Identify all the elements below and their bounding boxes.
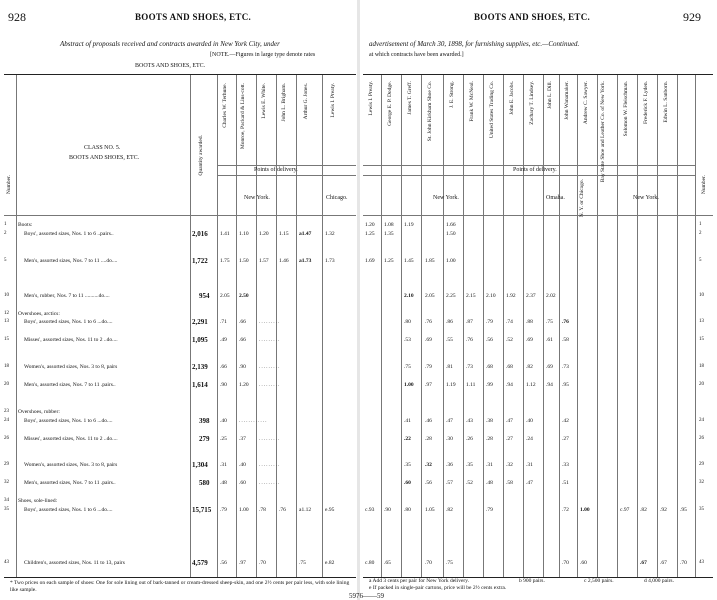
footnote-left: * Two prices on each sample of shoes: One for sole lining out of bark-tanned or cream-dressed sheep-skin, and one 2½ cents per pair less, with sole lining like sample.: [10, 580, 350, 593]
table-row: 1 Boots:: [4, 222, 33, 228]
table-row: 15 Misses', assorted sizes, Nos. 11 to 2 ..do.... 1,095 .49 .66 .........: [4, 336, 281, 344]
footnote-c: c 2,500 pairs.: [584, 578, 614, 584]
bidder-header: Solomon W. Fleischman.: [623, 81, 629, 137]
abstract-title-right: advertisement of March 30, 1898, for furnishing supplies, etc.—Continued.: [369, 40, 580, 48]
bidder-header: John L. Dill.: [547, 81, 553, 109]
bidder-header: Monroe, Packard & Lins-cott.: [240, 83, 246, 150]
table-row: .22 .28 .30 .26 .28 .27 .24 .27 26: [404, 436, 704, 442]
bidder-header: Frank W. McNeal.: [469, 81, 475, 122]
table-row: 13 Boys', assorted sizes, Nos. 1 to 6 ...do.... 2,291 .71 .66 .........: [4, 318, 281, 326]
bidder-header: Zachary T. Lindsey.: [529, 81, 535, 125]
bidder-header: Edwin L. Sanborn.: [663, 81, 669, 123]
bidder-header: Lewis E. White.: [261, 83, 267, 119]
table-row: 35 Boys', assorted sizes, Nos. 1 to 6 ...do.... 15,715 .79 1.00 .78 .76 a1.12 e.95: [4, 506, 335, 514]
page-number-right: 929: [683, 10, 701, 24]
table-row: 24 Boys', assorted sizes, Nos. 1 to 6 ...do.... 398 .40 ............: [4, 417, 268, 425]
table-row: .80 .76 .86 .87 .79 .74 .88 .75 .76 13: [404, 319, 704, 325]
left-page: [0, 0, 358, 600]
running-head-right: BOOTS AND SHOES, ETC.: [474, 12, 591, 22]
bidder-header: St. John Kirkham Shoe Co.: [427, 81, 433, 142]
points-of-delivery: Points of delivery.: [254, 167, 298, 173]
table-row: .75 .79 .81 .73 .68 .68 .82 .69 .73 18: [404, 364, 704, 370]
quantity-header: Quantity awarded.: [198, 135, 204, 176]
table-row: 1.25 1.35 1.50 2: [365, 231, 702, 237]
table-row: 29 Women's, assorted sizes, Nos. 3 to 8, pairs 1,304 .31 .40 .........: [4, 461, 281, 469]
table-row: 2 Boys', assorted sizes, Nos. 1 to 6 ..pairs.. 2,016 1.41 1.10 1.20 1.15 a1.47 1.32: [4, 230, 335, 238]
table-row: .35 .32 .36 .35 .31 .32 .31 .33 29: [404, 462, 704, 468]
note-left: [NOTE.—Figures in large type denote rates: [210, 52, 316, 58]
table-right: [363, 74, 713, 578]
signature-mark: 5976——59: [349, 592, 384, 600]
table-row: 5 Men's, assorted sizes, Nos. 7 to 11 ....do.... 1,722 1.75 1.50 1.57 1.46 a1.73 1.73: [4, 257, 335, 265]
number-header-right: Number.: [701, 175, 707, 195]
table-row: 26 Misses', assorted sizes, Nos. 11 to 2 ..do.... 279 .25 .37 .........: [4, 435, 281, 443]
table-row: 20 Men's, assorted sizes, Nos. 7 to 11 .pairs.. 1,614 .90 1.20 .........: [4, 381, 281, 389]
table-row: 1.20 1.08 1.19 1.66 1: [365, 222, 702, 228]
table-row: c.80 .65 .70 .75 .70 .60 .67 .67 .70 43: [365, 560, 704, 566]
class-title: CLASS NO. 5.: [84, 145, 121, 151]
bidder-header: Frederick F. Lyden.: [643, 81, 649, 124]
city-new-york: New York.: [244, 195, 270, 201]
table-row: 43 Children's, assorted sizes, Nos. 11 to 13, pairs 4,579 .56 .97 .70 .75 e.82: [4, 559, 335, 567]
footnote-a: a Add 3 cents per pair for New York delivery.: [369, 578, 469, 584]
city-new-york: New York.: [433, 195, 459, 201]
footnote-d: d 4,000 pairs.: [644, 578, 674, 584]
bidder-header: John Wanamaker.: [564, 81, 570, 120]
points-of-delivery: Points of delivery.: [513, 167, 557, 173]
city-new-york-2: New York.: [633, 195, 659, 201]
table-row: 23 Overshoes, rubber:: [4, 409, 60, 415]
bidder-header: Bay State Shoe and Leather Co. of New York.: [600, 81, 606, 183]
bidder-header: Lewis I. Preaty.: [368, 81, 374, 116]
table-row: 18 Women's, assorted sizes, Nos. 3 to 8, pairs 2,139 .66 .90 .........: [4, 363, 281, 371]
bidder-header: United States Trading Co.: [489, 81, 495, 139]
table-row: 12 Overshoes, arctics:: [4, 311, 60, 317]
bidder-header: J. E. Strong.: [449, 81, 455, 109]
bidder-header: Lewis I. Preaty.: [330, 83, 336, 118]
bidder-header: John E. Jacobs.: [509, 81, 515, 115]
table-row: 32 Men's, assorted sizes, Nos. 7 to 11 .pairs.. 580 .48 .60 .........: [4, 479, 281, 487]
table-row: 2.10 2.05 2.25 2.15 2.10 1.92 2.37 2.02 10: [404, 293, 704, 299]
running-head-left: BOOTS AND SHOES, ETC.: [135, 12, 252, 22]
footnote-b: b 900 pairs.: [519, 578, 545, 584]
subhead-left: BOOTS AND SHOES, ETC.: [135, 63, 206, 69]
bidder-header: Andrew C. Sawyer.: [583, 81, 589, 125]
number-header-left: Number.: [6, 175, 12, 195]
footnote-e: e If packed in single-pair cartons, price will be 2½ cents extra.: [369, 585, 507, 591]
bidder-header: Charles W. Terhune.: [222, 83, 228, 128]
note-right: at which contracts have been awarded.]: [369, 52, 464, 58]
table-row: c.93 .90 .80 1.05 .82 .79 .72 1.00 c.97 .82 .92 .95 35: [365, 507, 704, 513]
table-row: 34 Shoes, sole-lined:: [4, 498, 58, 504]
bidder-header: George E. P. Dodge.: [387, 81, 393, 126]
table-row: 10 Men's, rubber, Nos. 7 to 11 ..........do.... 954 2.05 2.50: [4, 292, 249, 300]
table-row: 1.00 .97 1.19 1.11 .99 .94 1.12 .94 .95 20: [404, 382, 704, 388]
bidder-header: Arthur G. Jones.: [303, 83, 309, 120]
table-left: [4, 74, 356, 578]
table-row: .60 .56 .57 .52 .48 .58 .47 .51 32: [404, 480, 704, 486]
city-omaha: Omaha.: [546, 195, 565, 201]
class-subtitle: BOOTS AND SHOES, ETC.: [69, 155, 140, 161]
bidder-header: John L. Brigham.: [281, 83, 287, 122]
table-row: .41 .46 .47 .43 .38 .47 .40 .42 24: [404, 418, 704, 424]
city-chicago: Chicago.: [326, 195, 348, 201]
bidder-header: James T. Greff.: [407, 81, 413, 115]
table-row: .53 .69 .55 .76 .56 .52 .69 .61 .58 15: [404, 337, 704, 343]
city-ny-or-chicago: N. Y. or Chicago.: [579, 179, 585, 218]
page-number-left: 928: [8, 10, 26, 24]
table-row: 1.69 1.25 1.45 1.85 1.00 5: [365, 258, 702, 264]
abstract-title-left: Abstract of proposals received and contracts awarded in New York City, under: [60, 40, 280, 48]
right-page: [349, 0, 717, 600]
